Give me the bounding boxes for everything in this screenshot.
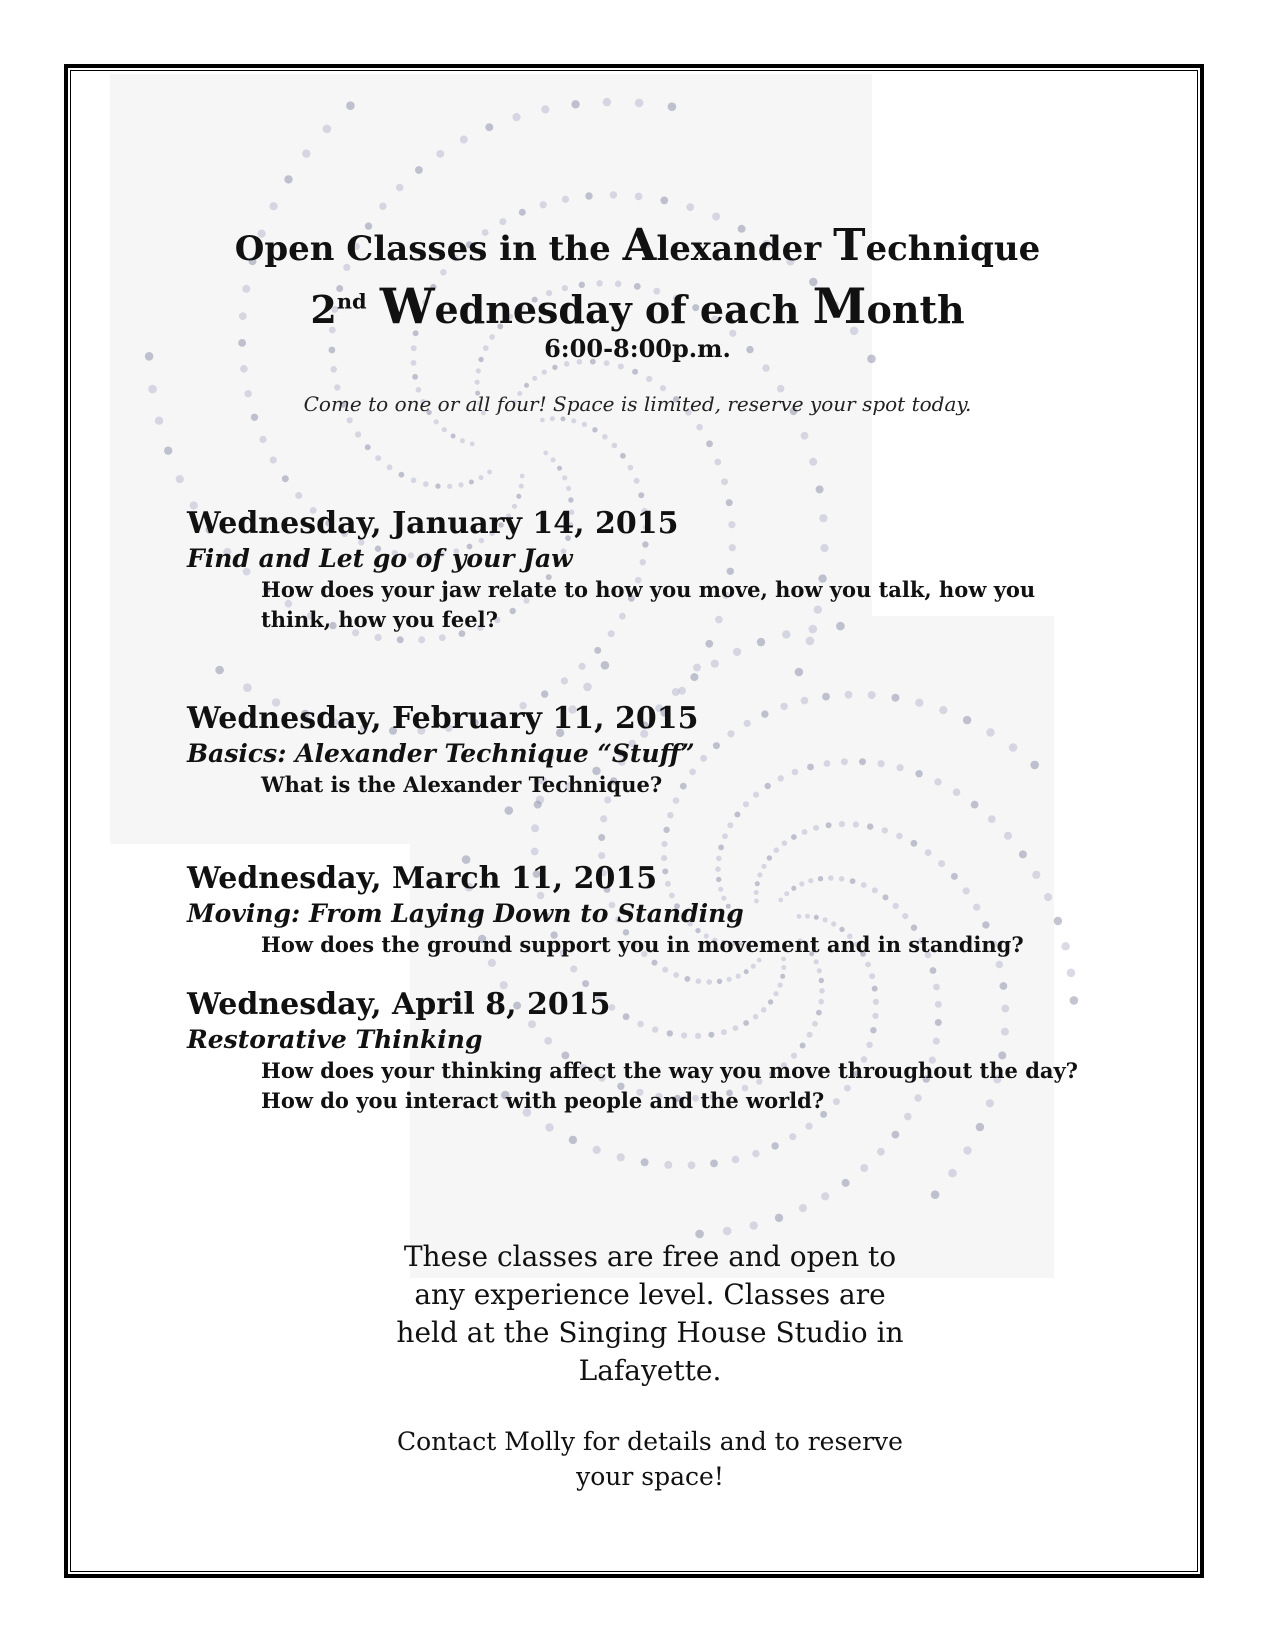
intro-text: Come to one or all four! Space is limited, reserve your spot today.: [303, 392, 972, 416]
class-entry-march: [187, 860, 1087, 960]
class-date: Wednesday, April 8, 2015: [187, 987, 611, 1022]
class-description-line: How does your thinking affect the way you move throughout the day?: [261, 1058, 1078, 1083]
class-entry-april: [187, 986, 1087, 1116]
closing-line: held at the Singing House Studio in: [396, 1316, 904, 1349]
contact-line: Contact Molly for details and to reserve: [397, 1427, 903, 1456]
class-topic: Moving: From Laying Down to Standing: [187, 899, 744, 928]
class-date: Wednesday, January 14, 2015: [187, 506, 679, 541]
class-topic: Find and Let go of your Jaw: [187, 544, 573, 573]
class-description-line: think, how you feel?: [261, 607, 498, 632]
closing-line: These classes are free and open to: [403, 1240, 897, 1273]
closing-line: Lafayette.: [578, 1354, 722, 1387]
class-date: Wednesday, February 11, 2015: [187, 701, 699, 736]
class-entry-january: [187, 505, 1087, 635]
class-description-line: What is the Alexander Technique?: [261, 772, 663, 797]
closing-line: any experience level. Classes are: [414, 1278, 886, 1311]
class-time: 6:00-8:00p.m.: [544, 334, 731, 363]
class-topic: Restorative Thinking: [187, 1025, 483, 1054]
class-description-line: How does the ground support you in movement and in standing?: [261, 932, 1024, 957]
flyer-subtitle: 2nd Wednesday of each Month: [310, 278, 965, 335]
class-date: Wednesday, March 11, 2015: [187, 861, 658, 896]
contact-line: your space!: [576, 1462, 724, 1491]
contact-paragraph: [380, 1424, 920, 1494]
class-description-line: How does your jaw relate to how you move, how you talk, how you: [261, 577, 1036, 602]
class-entry-february: [187, 700, 1087, 800]
class-description-line: How do you interact with people and the world?: [261, 1088, 825, 1113]
flyer-title: Open Classes in the Alexander Technique: [234, 220, 1041, 271]
closing-paragraph: [380, 1238, 920, 1390]
class-topic: Basics: Alexander Technique “Stuff”: [187, 739, 695, 768]
